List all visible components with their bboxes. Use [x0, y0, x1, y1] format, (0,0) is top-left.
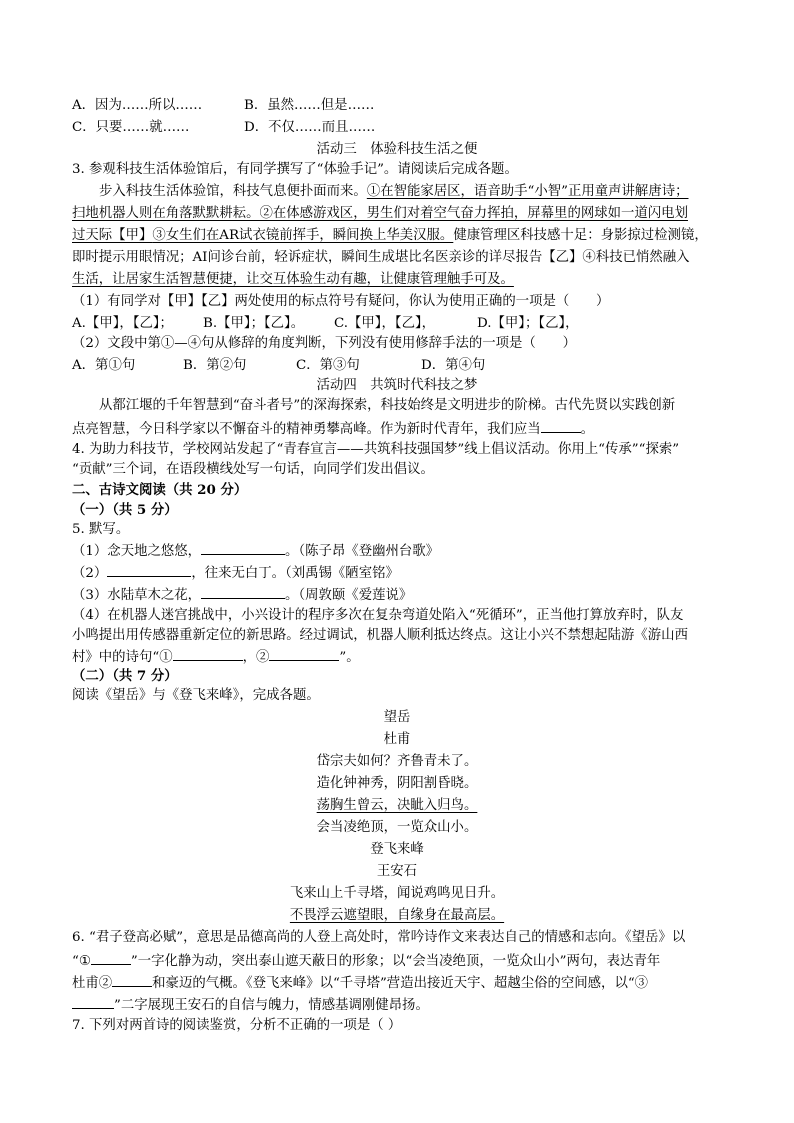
- q5-stem: 5. 默写。: [72, 522, 130, 537]
- part1-title: （一）（共 5 分）: [72, 502, 178, 518]
- answer-blank[interactable]: [112, 972, 152, 987]
- q3-1-option-d: D.【甲】；【乙】，: [477, 316, 579, 331]
- q3-1-option-a: A.【甲】，【乙】；: [72, 316, 173, 331]
- poem1-line: 荡胸生曾云，决眦入归鸟。: [316, 798, 478, 813]
- answer-blank[interactable]: [173, 646, 243, 661]
- activity4-title: 活动四 共筑时代科技之梦: [316, 378, 478, 393]
- activity4-passage-line1: 从都江堰的千年智慧到“奋斗者号”的深海探索，科技始终是文明进步的阶梯。古代先贤以实践创新: [99, 398, 676, 413]
- q4-line1: 4. 为助力科技节，学校网站发起了“青春宣言——共筑科技强国梦”线上倡议活动。你用上“传承”“探索”: [72, 442, 680, 457]
- poem2-author: 王安石: [376, 864, 418, 879]
- q4-line2: “贡献”三个词，在语段横线处写一句话，向同学们发出倡议。: [72, 462, 434, 477]
- poem1-line: 岱宗夫如何？齐鲁青未了。: [316, 754, 478, 769]
- activity3-title: 活动三 体验科技生活之便: [316, 142, 478, 157]
- q5-item4-line3: 村》中的诗句“① ，② ”。: [72, 646, 360, 668]
- q3-2-stem: （2）文段中第①—④句从修辞的角度判断，下列没有使用修辞手法的一项是（ ）: [72, 336, 576, 351]
- q3-1-stem: （1）有同学对【甲】【乙】两处使用的标点符号有疑问，你认为使用正确的一项是（ ）: [72, 294, 610, 309]
- q6-line3: 杜甫② 和豪迈的气概。《登飞来峰》以“千寻塔”营造出接近天宇、超越尘俗的空间感，以“③: [72, 972, 648, 994]
- option-a: A．因为……所以……: [72, 98, 203, 113]
- q3-passage-line1: 步入科技生活体验馆，科技气息便扑面而来。①在智能家居区，语音助手“小智”正用童声讲解唐诗；: [99, 184, 689, 199]
- q7-stem: 7. 下列对两首诗的阅读鉴赏，分析不正确的一项是（ ）: [72, 1018, 402, 1033]
- answer-blank[interactable]: [72, 994, 114, 1009]
- activity4-passage-line2: 点亮智慧，今日科学家以不懈奋斗的精神勇攀高峰。作为新时代青年，我们应当 。: [72, 418, 594, 440]
- q5-item4-line2: 小鸣提出用传感器重新定位的新思路。经过调试，机器人顺利抵达终点。这让小兴不禁想起陆游《游山西: [72, 628, 688, 643]
- poem2-line: 不畏浮云遮望眼，自缘身在最高层。: [289, 908, 505, 923]
- option-c: C．只要……就……: [72, 120, 190, 135]
- poem2-title: 登飞来峰: [370, 842, 424, 857]
- answer-blank[interactable]: [269, 646, 339, 661]
- poem1-line: 会当凌绝顶，一览众山小。: [316, 820, 478, 835]
- q5-item4-line1: （4）在机器人迷宫挑战中，小兴设计的程序多次在复杂弯道处陷入“死循环”，正当他打算放弃时，队友: [72, 608, 684, 623]
- q5-item2: （2） ，往来无白丁。（刘禹锡《陋室铭》: [72, 562, 399, 584]
- poem1-title: 望岳: [383, 710, 411, 725]
- poem1-line: 造化钟神秀，阴阳割昏晓。: [316, 776, 478, 791]
- poem2-line: 飞来山上千寻塔，闻说鸡鸣见日升。: [289, 886, 505, 901]
- q6-line4: ”二字展现王安石的自信与魄力，情感基调刚健昂扬。: [72, 994, 429, 1016]
- option-b: B．虽然……但是……: [244, 98, 375, 113]
- q3-2-option-c: C．第③句: [296, 358, 360, 373]
- q3-1-option-b: B.【甲】；【乙】。: [203, 316, 305, 331]
- q3-passage-line2: 扫地机器人则在角落默默耕耘。②在体感游戏区，男生们对着空气奋力挥拍，屏幕里的网球如一道闪电划: [72, 206, 688, 221]
- part2-title: （二）（共 7 分）: [72, 668, 178, 684]
- answer-blank[interactable]: [107, 562, 191, 577]
- q3-stem: 3. 参观科技生活体验馆后，有同学撰写了“体验手记”。请阅读后完成各题。: [72, 162, 518, 177]
- q3-2-option-d: D．第④句: [421, 358, 486, 373]
- answer-blank[interactable]: [201, 540, 285, 555]
- option-d: D．不仅……而且……: [244, 120, 376, 135]
- q3-passage-line3: 过天际【甲】③女生们在AR试衣镜前挥手，瞬间换上华美汉服。健康管理区科技感十足：身影掠过检测镜，: [72, 228, 708, 243]
- answer-blank[interactable]: [91, 950, 131, 965]
- section2-title: 二、古诗文阅读（共 20 分）: [72, 482, 248, 498]
- reading-instruction: 阅读《望岳》与《登飞来峰》，完成各题。: [72, 688, 320, 703]
- q3-passage-line4: 即时提示用眼情况；AI问诊台前，轻诉症状，瞬间生成堪比名医亲诊的详尽报告【乙】④科技已悄然融入: [72, 250, 690, 265]
- q3-2-option-a: A．第①句: [72, 358, 136, 373]
- q3-passage-line5: 生活，让居家生活智慧便捷，让交互体验生动有趣，让健康管理触手可及。: [72, 272, 514, 287]
- answer-blank[interactable]: [541, 418, 581, 433]
- q6-line2: “① ”一字化静为动，突出泰山遮天蔽日的形象；以“会当凌绝顶，一览众山小”两句，表达青年: [72, 950, 660, 972]
- q5-item1: （1）念天地之悠悠， 。（陈子昂《登幽州台歌》: [72, 540, 439, 562]
- q6-line1: 6. “君子登高必赋”，意思是品德高尚的人登上高处时，常吟诗作文来表达自己的情感和志向。《望岳》以: [72, 930, 686, 945]
- q3-2-option-b: B．第②句: [183, 358, 247, 373]
- q3-1-option-c: C.【甲】，【乙】，: [334, 316, 436, 331]
- poem1-author: 杜甫: [383, 732, 411, 747]
- q5-item3: （3）水陆草木之花， 。（周敦颐《爱莲说》: [72, 584, 412, 606]
- answer-blank[interactable]: [201, 584, 285, 599]
